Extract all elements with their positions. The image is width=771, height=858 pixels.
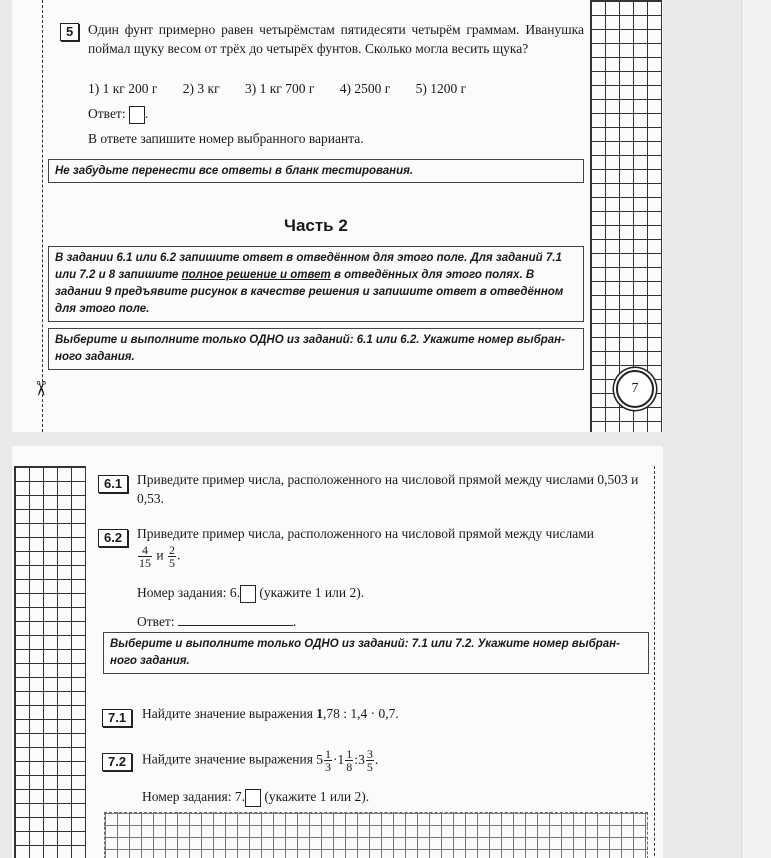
task-7-1-text: Найдите значение выражения 1,78 : 1,4 · 0,7. [142,706,399,721]
task-5-instruction: В ответе запишите номер выбранного варианта. [88,131,364,146]
task-number-6-2: 6.2 [98,528,128,547]
scissors-icon: ✂ [28,380,51,397]
page-number: 7 [616,370,654,408]
cut-line [654,466,655,858]
answer-box[interactable] [129,106,145,124]
fraction-4-15: $\frac{4}{15}$ [139,543,151,570]
page-7 [12,0,663,432]
answer-label: Ответ: [88,106,126,121]
task-number-7-1: 7.1 [102,708,132,727]
margin-grid [14,466,86,858]
option-5: 5) 1200 г [415,81,467,96]
solution-grid[interactable] [104,812,648,858]
transfer-notice: Не забудьте перенести все ответы в бланк тестирования. [48,159,584,183]
task-7-number-box[interactable] [245,789,261,807]
margin-grid [590,0,662,432]
task-7-2-text: Найдите значение выражения 5 $\frac{1}{3}$ ·1 $\frac{1}{8}$ :3 $\frac{3}{5}$ . [142,747,379,774]
task-6-number-box[interactable] [240,585,256,603]
option-1: 1) 1 кг 200 г [88,81,158,96]
option-3: 3) 1 кг 700 г [244,81,315,96]
task-number-6-1: 6.1 [98,474,128,493]
task-6-2-fractions: $\frac{4}{15}$ и $\frac{2}{5}$ . [139,543,181,570]
task-5-answer: Ответ: . [88,104,148,124]
part-2-instructions: В задании 6.1 или 6.2 запишите ответ в отведённом для этого поле. Для заданий 7.1 или 7.2 и 8 запишите полное решение и ответ в отведённых для этого полях. В задании 9 предъявите рисунок в качестве решения и запишите ответ в отведённом для этого поле. [48,246,584,322]
task-6-select: Номер задания: 6. (укажите 1 или 2). [137,583,364,603]
option-2: 2) 3 кг [182,81,220,96]
task-6-answer: Ответ: . [137,614,297,629]
fraction-2-5: $\frac{2}{5}$ [168,543,175,570]
choose-task-7-notice: Выберите и выполните только ОДНО из заданий: 7.1 или 7.2. Укажите номер выбранного задания. [103,632,649,674]
task-number-7-2: 7.2 [102,752,132,771]
task-5-text: Один фунт примерно равен четырёмстам пятидесяти четырём граммам. Иванушка поймал щуку весом от трёх до четырёх фунтов. Сколько могла весить щука? [88,22,584,56]
answer-line[interactable] [178,613,293,626]
task-6-1-text: Приведите пример числа, расположенного на числовой прямой между числами 0,503 и 0,53. [137,472,639,506]
mixed-expression: 5 $\frac{1}{3}$ ·1 $\frac{1}{8}$ :3 $\frac{3}{5}$ . [316,747,379,774]
page-8 [12,446,663,858]
task-7-select: Номер задания: 7. (укажите 1 или 2). [142,787,369,807]
choose-task-6-notice: Выберите и выполните только ОДНО из заданий: 6.1 или 6.2. Укажите номер выбранного задания. [48,328,584,370]
scrollbar[interactable] [741,0,771,858]
part-2-title: Часть 2 [284,216,348,235]
task-5-options [88,79,588,98]
task-number-5: 5 [60,22,79,41]
option-4: 4) 2500 г [339,81,391,96]
cut-line [42,0,43,432]
task-6-2-text: Приведите пример числа, расположенного на числовой прямой между числами [137,526,595,541]
